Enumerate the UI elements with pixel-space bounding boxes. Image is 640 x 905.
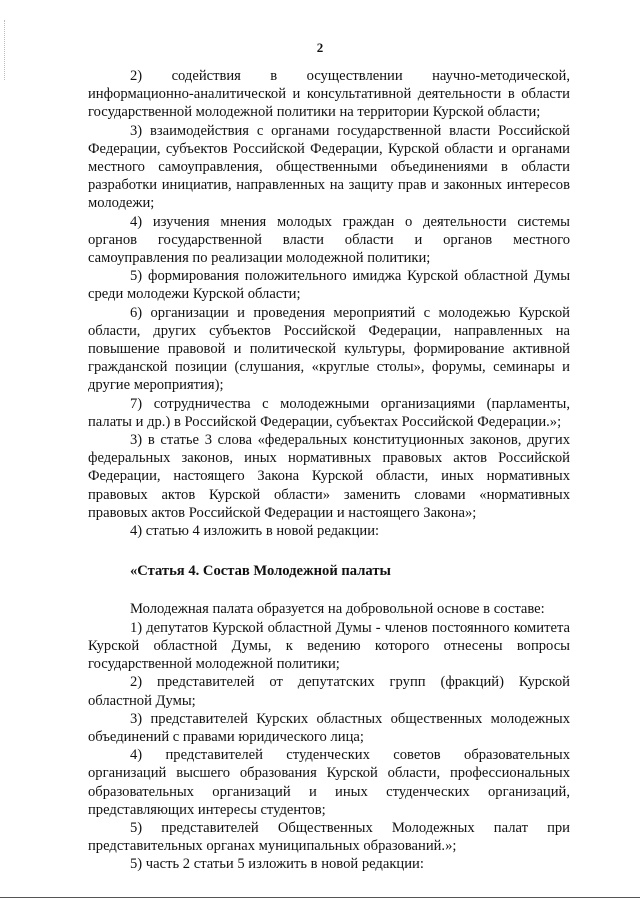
article-item-4: 4) представителей студенческих советов образовательных организаций высшего образования Курской области, профессиональных образовательных организаций и иных студенческих организаций, представляющих интересы студентов; (88, 747, 570, 818)
article-item-5: 5) представителей Общественных Молодежных палат при представительных органах муниципальных образований.»; (88, 819, 570, 855)
paragraph-item-7: 7) сотрудничества с молодежными организациями (парламенты, палаты и др.) в Российской Федерации, субъектах Российской Федерации.»; (88, 395, 570, 430)
article-4-heading: «Статья 4. Состав Молодежной палаты (130, 563, 391, 580)
article-item-2: 2) представителей от депутатских групп (фракций) Курской областной Думы; (88, 674, 570, 709)
paragraph-item-5: 5) формирования положительного имиджа Курской областной Думы среди молодежи Курской области; (88, 268, 570, 303)
amendment-4: 4) статью 4 изложить в новой редакции: (130, 523, 380, 540)
paragraph-item-6: 6) организации и проведения мероприятий с молодежью Курской области, других субъектов Российской Федерации, направленных на повышение правовой и политической культуры, формирование активной гражданской позиции (слушания, «круглые столы», форумы, семинары и другие мероприятия); (88, 304, 570, 394)
article-intro: Молодежная палата образуется на добровольной основе в составе: (130, 601, 545, 618)
page-number: 2 (316, 40, 324, 55)
article-item-1: 1) депутатов Курской областной Думы - членов постоянного комитета Курской областной Думы, к ведению которого отнесены вопросы государственной молодежной политики; (88, 619, 570, 673)
amendment-3: 3) в статье 3 слова «федеральных конституционных законов, других федеральных законов, иных нормативных правовых актов Российской Федерации, настоящего Закона Курской области, иных нормативных правовых актов Курской области» заменить словами «нормативных правовых актов Российской Федерации и настоящего Закона»; (88, 432, 570, 521)
paragraph-item-2: 2) содействия в осуществлении научно-методической, информационно-аналитической и консультативной деятельности в области государственной молодежной политики на территории Курской области; (88, 68, 570, 121)
paragraph-item-3: 3) взаимодействия с органами государственной власти Российской Федерации, субъектов Российской Федерации, Курской области и органами местного самоуправления, общественными объединениями в области разработки инициатив, направленных на защиту прав и законных интересов молодежи; (88, 122, 570, 212)
article-item-3: 3) представителей Курских областных общественных молодежных объединений с правами юридического лица; (88, 710, 570, 745)
scan-bottom-edge (0, 897, 640, 898)
body-text (88, 67, 570, 874)
paragraph-item-4: 4) изучения мнения молодых граждан о деятельности системы органов государственной власти области и органов местного самоуправления по реализации молодежной политики; (88, 213, 570, 267)
amendment-5: 5) часть 2 статьи 5 изложить в новой редакции: (130, 856, 424, 873)
